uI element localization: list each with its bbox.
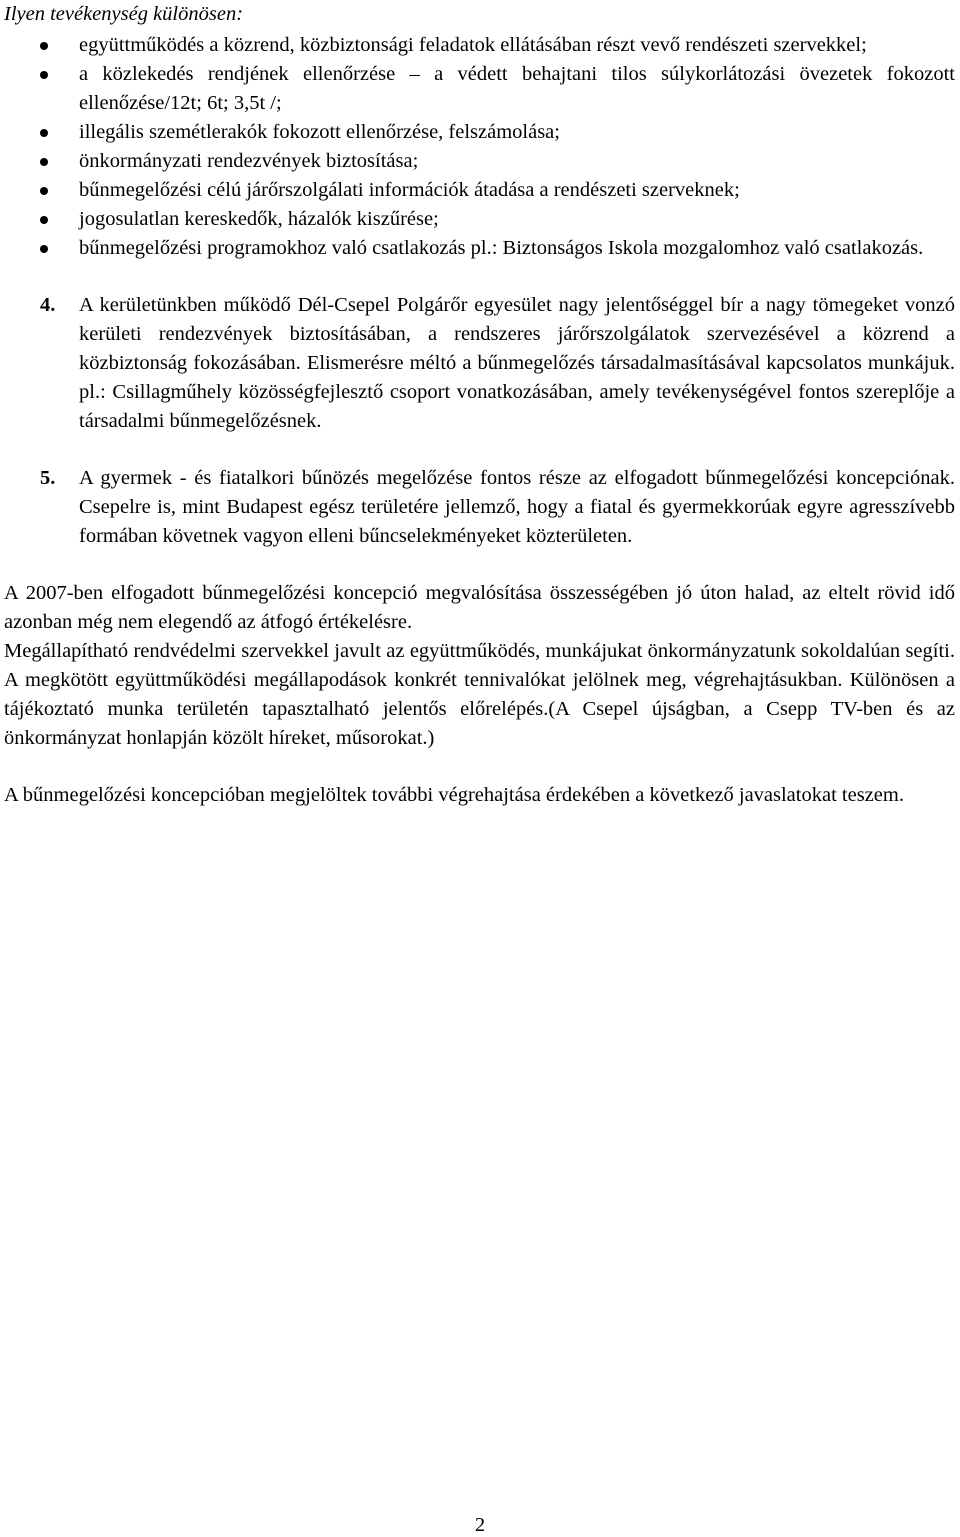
list-item: jogosulatlan kereskedők, házalók kiszűrése; <box>4 205 955 234</box>
intro-heading: Ilyen tevékenység különösen: <box>4 3 244 25</box>
list-item: bűnmegelőzési célú járőrszolgálati információk átadása a rendészeti szerveknek; <box>4 176 955 205</box>
bullet-icon <box>40 42 48 50</box>
activity-list <box>4 31 955 263</box>
paragraph-cooperation: Megállapítható rendvédelmi szervekkel javult az együttműködés, munkájukat önkormányzatunk sokoldalúan segíti. A megkötött együttműködési megállapodások konkrét tennivalókat jelölnek meg, végrehajtásukban. Különösen a tájékoztató munka területén tapasztalható jelentős előrelépés.(A Csepel újságban, a Csepp TV-ben és az önkormányzat honlapján közölt híreket, műsorokat.) <box>4 640 955 749</box>
paragraph-concept-progress: A 2007-ben elfogadott bűnmegelőzési koncepció megvalósítása összességében jó úton halad, az eltelt rövid idő azonban még nem elegendő az átfogó értékelésre. <box>4 582 955 633</box>
bullet-icon <box>40 216 48 224</box>
paragraph-proposals: A bűnmegelőzési koncepcióban megjelöltek további végrehajtása érdekében a következő javaslatokat teszem. <box>4 784 904 806</box>
list-item: a közlekedés rendjének ellenőrzése – a védett behajtani tilos súlykorlátozási övezetek fokozott ellenőzése/12t; 6t; 3,5t /; <box>4 60 955 118</box>
bullet-icon <box>40 158 48 166</box>
bullet-icon <box>40 129 48 137</box>
list-item: együttműködés a közrend, közbiztonsági feladatok ellátásában részt vevő rendészeti szervekkel; <box>4 31 955 60</box>
page-number: 2 <box>474 1514 486 1536</box>
document-page <box>4 0 955 810</box>
bullet-icon <box>40 187 48 195</box>
list-item: illegális szemétlerakók fokozott ellenőrzése, felszámolása; <box>4 118 955 147</box>
section-5 <box>4 464 955 551</box>
bullet-icon <box>40 71 48 79</box>
section-number: 5. <box>40 467 56 489</box>
list-item: bűnmegelőzési programokhoz való csatlakozás pl.: Biztonságos Iskola mozgalomhoz való csatlakozás. <box>4 234 955 263</box>
section-text: A kerületünkben működő Dél-Csepel Polgárőr egyesület nagy jelentőséggel bír a nagy tömegeket vonzó kerületi rendezvények biztosításában, a rendszeres járőrszolgálatok szervezésével a közrend a közbiztonság fokozásában. Elismerésre méltó a bűnmegelőzés társadalmasításával kapcsolatos munkájuk. pl.: Csillagműhely közösségfejlesztő csoport vonatkozásában, amely tevékenységével fontos szereplője a társadalmi bűnmegelőzésnek. <box>79 294 955 432</box>
bullet-icon <box>40 245 48 253</box>
section-4 <box>4 291 955 436</box>
section-number: 4. <box>40 294 56 316</box>
list-item: önkormányzati rendezvények biztosítása; <box>4 147 955 176</box>
section-text: A gyermek - és fiatalkori bűnözés megelőzése fontos része az elfogadott bűnmegelőzési koncepciónak. Csepelre is, mint Budapest egész területére jellemző, hogy a fiatal és gyermekkorúak egyre agresszívebb formában követnek vagyon elleni bűncselekményeket közterületen. <box>79 467 955 547</box>
